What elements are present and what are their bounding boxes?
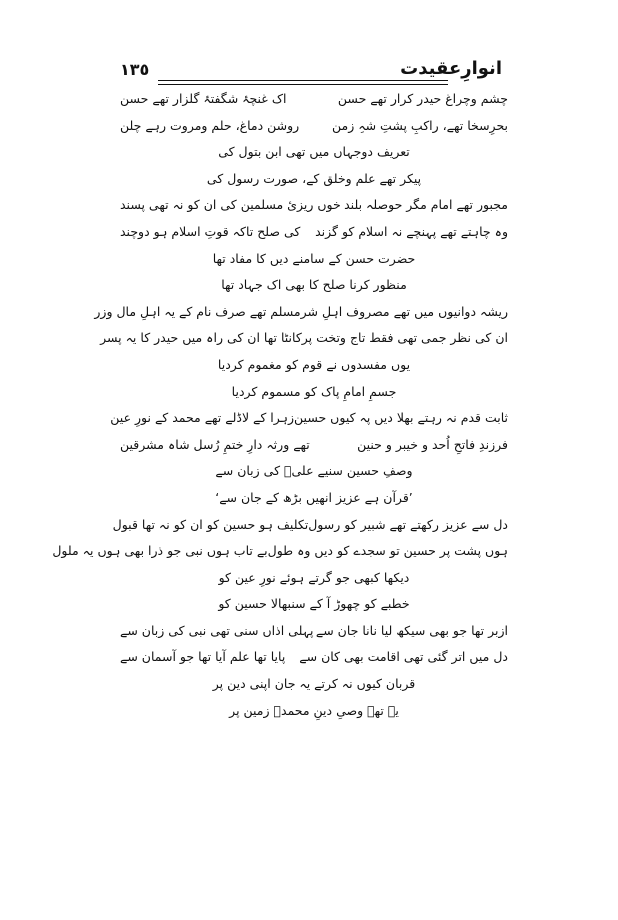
book-title: انوارِعقیدت <box>400 58 502 79</box>
verse-couplet-line <box>120 432 508 459</box>
poem-body <box>52 86 508 724</box>
verse-couplet-line <box>94 299 508 326</box>
header-rule <box>158 84 448 85</box>
verse-hemistich-right: دل میں اتر گئی تھی اقامت بھی کان سے <box>299 649 508 665</box>
verse-centered-line: یوں مفسدوں نے قوم کو مغموم کردیا <box>217 356 411 372</box>
verse-hemistich-left: مسلم تھے صرف نام کے یہ اہلِ مال وزر <box>94 303 301 319</box>
verse-centered-line: منظور کرنا صلح کا بھی اک جہاد تھا <box>221 277 407 293</box>
verse-couplet-line <box>110 405 508 432</box>
header-rule <box>158 80 448 81</box>
verse-hemistich-right: ریشہ دوانیوں میں تھے مصروف اہلِ شر <box>300 303 508 319</box>
verse-couplet-line <box>100 325 508 352</box>
verse-centered-line: وصفِ حسین سنیے علیؑ کی زبان سے <box>215 463 413 479</box>
verse-couplet-line <box>120 86 508 113</box>
verse-centered-line: یہ تھے وصیِ دینِ محمدؐ زمین پر <box>229 702 399 718</box>
verse-couplet-line <box>112 512 508 539</box>
verse-hemistich-left: بے تاب ہوں نبی جو ذرا بھی ہوں یہ ملول <box>52 543 268 559</box>
verse-hemistich-left: کانٹا تھا ان کی راہ میں حیدر کا یہ پسر <box>100 330 302 346</box>
verse-centered-line: پیکر تھے علم وخلق کے، صورت رسول کی <box>206 170 422 186</box>
verse-hemistich-right: بحرِسخا تھے، راکبِ پشتِ شہِ زمن <box>332 117 508 133</box>
verse-couplet-line <box>120 618 508 645</box>
verse-hemistich-right: وہ چاہتے تھے پہنچے نہ اسلام کو گزند <box>315 223 508 239</box>
verse-hemistich-right: مجبور تھے امام مگر حوصلہ بلند <box>344 197 508 213</box>
verse-hemistich-left: روشن دماغ، حلم ومروت رہے چلن <box>120 117 300 133</box>
verse-hemistich-right: چشم وچراغ حیدر کرار تھے حسن <box>337 91 508 106</box>
verse-centered-line: حضرت حسن کے سامنے دیں کا مفاد تھا <box>212 250 416 266</box>
verse-couplet-line <box>120 644 508 671</box>
verse-hemistich-right: ان کی نظر جمی تھی فقط تاج وتخت پر <box>301 330 508 346</box>
verse-hemistich-left: کی صلح تاکہ قوتِ اسلام ہو دوچند <box>120 223 301 239</box>
verse-hemistich-right: ہوں پشت پر حسین تو سجدے کو دیں وہ طول <box>267 543 508 559</box>
verse-hemistich-left: زہرا کے لاڈلے تھے محمد کے نورِ عین <box>110 410 295 426</box>
verse-couplet-line <box>52 538 508 565</box>
verse-hemistich-left: تکلیف ہو حسین کو ان کو نہ تھا قبول <box>112 516 309 532</box>
verse-hemistich-left: اک غنچۂ شگفتۂ گلزار تھے حسن <box>120 91 287 106</box>
verse-couplet-line <box>120 113 508 140</box>
verse-centered-line: جسمِ امامِ پاک کو مسموم کردیا <box>231 383 397 399</box>
verse-couplet-line <box>120 192 508 219</box>
verse-hemistich-left: پایا تھا علم آیا تھا جو آسمان سے <box>120 649 286 665</box>
verse-centered-line: ’قرآن ہے عزیز انھیں بڑھ کے جان سے‘ <box>215 489 413 505</box>
verse-centered-line: خطبے کو چھوڑ آ کے سنبھالا حسین کو <box>218 596 410 612</box>
verse-centered-line: تعریف دوجہاں میں تھی ابن بتول کی <box>218 144 410 160</box>
verse-hemistich-left: تھے ورثہ دارِ ختمِ رُسل شاہ مشرقین <box>120 436 310 452</box>
verse-centered-line: قربان کیوں نہ کرتے یہ جان اپنی دین پر <box>212 676 416 692</box>
verse-couplet-line <box>120 219 508 246</box>
verse-hemistich-right: ازبر تھا جو بھی سیکھ لیا نانا جان سے <box>315 622 508 638</box>
verse-centered-line: دیکھا کبھی جو گرتے ہوئے نورِ عین کو <box>218 569 410 585</box>
verse-hemistich-right: ثابت قدم نہ رہتے بھلا دیں پہ کیوں حسین <box>294 410 508 426</box>
verse-hemistich-right: فرزندِ فاتحِ اُحد و خیبر و حنین <box>357 436 508 452</box>
page-number: ١٣٥ <box>120 60 150 79</box>
verse-hemistich-right: دل سے عزیز رکھتے تھے شبیر کو رسول <box>308 516 508 532</box>
verse-hemistich-left: خوں ریزیٔ مسلمین کی ان کو نہ تھی پسند <box>120 197 341 213</box>
verse-hemistich-left: پہلی اذاں سنی تھی نبی کی زبان سے <box>120 622 314 638</box>
